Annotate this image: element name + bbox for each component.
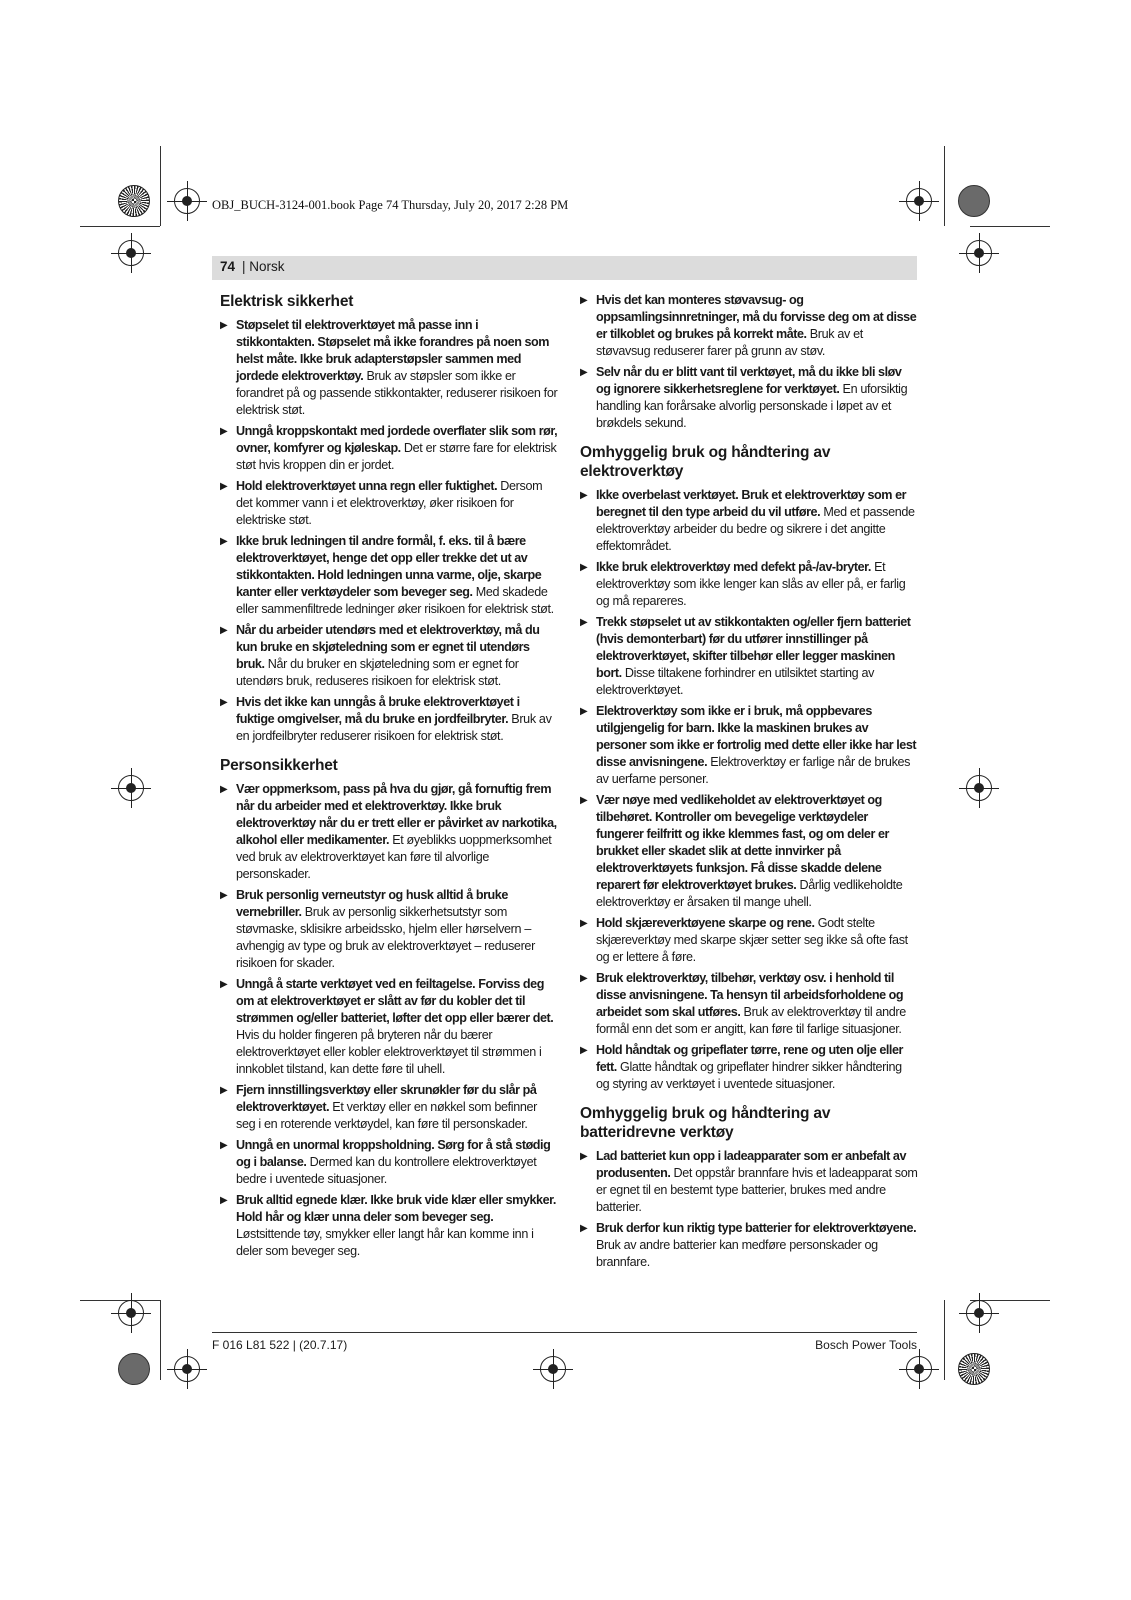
item-explanation: Elektroverktøy er farlige når de brukes av uerfarne personer. [596, 755, 911, 786]
item-instruction: Hold elektroverktøyet unna regn eller fuktighet. [236, 479, 498, 493]
print-header: OBJ_BUCH-3124-001.book Page 74 Thursday, July 20, 2017 2:28 PM [212, 198, 569, 212]
item-explanation: Bruk av andre batterier kan medføre personskader og brannfare. [596, 1238, 878, 1269]
registration-mark-icon [966, 775, 992, 801]
list-item [580, 703, 918, 788]
item-explanation: Løstsittende tøy, smykker eller langt hår kan komme inn i deler som beveger seg. [236, 1227, 534, 1258]
list-item [220, 887, 558, 972]
item-explanation: Dårlig vedlikeholdte elektroverktøy er årsaken til mange uhell. [596, 878, 903, 909]
crop-mark [160, 1300, 161, 1380]
list-item [220, 694, 558, 745]
bullet-arrow-icon: ▶ [580, 490, 588, 501]
bullet-arrow-icon: ▶ [580, 295, 588, 306]
item-explanation: Hvis du holder fingeren på bryteren når du bærer elektroverktøyet eller kobler elektroverktøyet til strømmen i innkoblet tilstand, kan dette føre til uhell. [236, 1028, 542, 1076]
registration-mark-icon [174, 1356, 200, 1382]
item-instruction: Bruk elektroverktøy, tilbehør, verktøy osv. i henhold til disse anvisningene. Ta hensyn til arbeidsforholdene og arbeidet som skal utføres. [596, 971, 904, 1019]
item-instruction: Når du arbeider utendørs med et elektroverktøy, må du kun bruke en skjøteledning som er egnet til utendørs bruk. [236, 623, 540, 671]
bullet-arrow-icon: ▶ [580, 562, 588, 573]
registration-mark-icon [906, 188, 932, 214]
list-item [220, 1137, 558, 1188]
item-instruction: Bruk derfor kun riktig type batterier for elektroverktøyene. [596, 1221, 917, 1235]
registration-solid-circle-icon [118, 1353, 150, 1385]
list-item [220, 533, 558, 618]
item-instruction: Hold skjæreverktøyene skarpe og rene. [596, 916, 815, 930]
item-instruction: Fjern innstillingsverktøy eller skrunøkler før du slår på elektroverktøyet. [236, 1083, 537, 1114]
item-instruction: Hvis det ikke kan unngås å bruke elektroverktøyet i fuktige omgivelser, må du bruke en jordfeilbryter. [236, 695, 520, 726]
list-item [220, 1082, 558, 1133]
list-item [220, 622, 558, 690]
bullet-arrow-icon: ▶ [580, 918, 588, 929]
list-item [220, 976, 558, 1078]
item-instruction: Bruk alltid egnede klær. Ikke bruk vide klær eller smykker. Hold hår og klær unna deler som beveger seg. [236, 1193, 556, 1224]
item-explanation: Bruk av et støvavsug reduserer farer på grunn av støv. [596, 327, 863, 358]
item-explanation: Disse tiltakene forhindrer en utilsiktet starting av elektroverktøyet. [596, 666, 875, 697]
item-instruction: Elektroverktøy som ikke er i bruk, må oppbevares utilgjengelig for barn. Ikke la maskinen brukes av personer som ikke er fortrolig med dette eller ikke har lest disse anvisningene. [596, 704, 917, 769]
item-instruction: Ikke overbelast verktøyet. Bruk et elektroverktøy som er beregnet til den type arbeid du vil utføre. [596, 488, 907, 519]
list-item [580, 487, 918, 555]
item-explanation: Glatte håndtak og gripeflater hindrer sikker håndtering og styring av verktøyet i uventede situasjoner. [596, 1060, 902, 1091]
left-column [220, 292, 558, 1264]
list-item [580, 559, 918, 610]
crop-mark [80, 1300, 160, 1301]
bullet-arrow-icon: ▶ [220, 481, 228, 492]
bullet-arrow-icon: ▶ [580, 706, 588, 717]
registration-starburst-icon [958, 1353, 990, 1385]
list-item [580, 792, 918, 911]
item-instruction: Vær nøye med vedlikeholdet av elektroverktøyet og tilbehøret. Kontroller om bevegelige verktøydeler fungerer feilfritt og ikke klemmes fast, og om deler er brukket eller skadet slik at dette innvirker på elektroverktøyets funksjon. Få disse skadde delene reparert før elektroverktøyet brukes. [596, 793, 889, 892]
crop-mark [944, 1300, 945, 1380]
section-heading: Personsikkerhet [220, 757, 338, 774]
page-header [212, 256, 917, 280]
bullet-arrow-icon: ▶ [580, 617, 588, 628]
crop-mark [970, 226, 1050, 227]
bullet-arrow-icon: ▶ [220, 320, 228, 331]
list-item [220, 781, 558, 883]
bullet-arrow-icon: ▶ [580, 367, 588, 378]
bullet-arrow-icon: ▶ [220, 697, 228, 708]
list-item [580, 970, 918, 1038]
item-instruction: Støpselet til elektroverktøyet må passe inn i stikkontakten. Støpselet må ikke forandres på noen som helst måte. Ikke bruk adapterstøpsler sammen med jordede elektroverktøy. [236, 318, 550, 383]
list-item [220, 317, 558, 419]
bullet-arrow-icon: ▶ [220, 426, 228, 437]
item-instruction: Bruk personlig verneutstyr og husk alltid å bruke vernebriller. [236, 888, 508, 919]
registration-solid-circle-icon [958, 185, 990, 217]
registration-mark-icon [966, 1300, 992, 1326]
footer-document-code: F 016 L81 522 | (20.7.17) [212, 1338, 348, 1352]
item-explanation: Med et passende elektroverktøy arbeider du bedre og sikrere i det angitte effektområdet. [596, 505, 915, 553]
crop-mark [80, 226, 160, 227]
registration-mark-icon [966, 240, 992, 266]
list-item [220, 478, 558, 529]
list-item [580, 364, 918, 432]
footer-brand: Bosch Power Tools [815, 1338, 917, 1352]
section-heading: Elektrisk sikkerhet [220, 293, 354, 310]
bullet-arrow-icon: ▶ [220, 625, 228, 636]
item-instruction: Unngå å starte verktøyet ved en feiltagelse. Forviss deg om at elektroverktøyet er slått av før du kobler det til strømmen og/eller batteriet, løfter det opp eller bærer det. [236, 977, 554, 1025]
item-explanation: Dermed kan du kontrollere elektroverktøyet bedre i uventede situasjoner. [236, 1155, 537, 1186]
page-language-label: Norsk [249, 259, 285, 274]
item-instruction: Lad batteriet kun opp i ladeapparater som er anbefalt av produsenten. [596, 1149, 907, 1180]
bullet-arrow-icon: ▶ [580, 1223, 588, 1234]
right-column [580, 292, 918, 1275]
item-explanation: Bruk av elektroverktøy til andre formål enn det som er angitt, kan føre til farlige situasjoner. [596, 1005, 906, 1036]
bullet-arrow-icon: ▶ [220, 979, 228, 990]
item-instruction: Unngå en unormal kroppsholdning. Sørg for å stå stødig og i balanse. [236, 1138, 551, 1169]
registration-mark-icon [118, 1300, 144, 1326]
item-explanation: Et verktøy eller en nøkkel som befinner seg i en roterende verktøydel, kan føre til personskader. [236, 1100, 538, 1131]
registration-mark-icon [906, 1356, 932, 1382]
page-header-separator: | [242, 259, 250, 274]
list-item [580, 1220, 918, 1271]
item-explanation: Det er større fare for elektrisk støt hvis kroppen din er jordet. [236, 441, 557, 472]
section-heading: Omhyggelig bruk og håndtering av batteridrevne verktøy [580, 1105, 831, 1141]
bullet-arrow-icon: ▶ [580, 1045, 588, 1056]
list-item [580, 1042, 918, 1093]
registration-mark-icon [118, 775, 144, 801]
item-instruction: Ikke bruk elektroverktøy med defekt på-/av-bryter. [596, 560, 871, 574]
registration-mark-icon [174, 188, 200, 214]
item-explanation: En uforsiktig handling kan forårsake alvorlig personskade i løpet av et brøkdels sekund. [596, 382, 908, 430]
item-instruction: Hvis det kan monteres støvavsug- og oppsamlingsinnretninger, må du forvisse deg om at disse er tilkoblet og brukes på korrekt måte. [596, 293, 917, 341]
item-explanation: Dersom det kommer vann i et elektroverktøy, øker risikoen for elektriske støt. [236, 479, 543, 527]
section-heading: Omhyggelig bruk og håndtering av elektroverktøy [580, 444, 831, 480]
bullet-arrow-icon: ▶ [220, 1195, 228, 1206]
item-explanation: Et elektroverktøy som ikke lenger kan slås av eller på, er farlig og må repareres. [596, 560, 906, 608]
list-item [580, 614, 918, 699]
item-explanation: Det oppstår brannfare hvis et ladeapparat som er egnet til en bestemt type batterier, brukes med andre batterier. [596, 1166, 918, 1214]
list-item [220, 423, 558, 474]
crop-mark [160, 146, 161, 226]
item-instruction: Unngå kroppskontakt med jordede overflater slik som rør, ovner, komfyrer og kjøleskap. [236, 424, 558, 455]
item-explanation: Bruk av personlig sikkerhetsutstyr som støvmaske, sklisikre arbeidssko, hjelm eller hørselvern – avhengig av type og bruk av elektroverktøyet – reduserer risikoen for skader. [236, 905, 535, 970]
registration-mark-icon [540, 1356, 566, 1382]
registration-starburst-icon [118, 185, 150, 217]
list-item [580, 292, 918, 360]
bullet-arrow-icon: ▶ [220, 890, 228, 901]
item-instruction: Selv når du er blitt vant til verktøyet, må du ikke bli sløv og ignorere sikkerhetsreglene for verktøyet. [596, 365, 902, 396]
bullet-arrow-icon: ▶ [220, 536, 228, 547]
bullet-arrow-icon: ▶ [220, 784, 228, 795]
bullet-arrow-icon: ▶ [220, 1085, 228, 1096]
item-instruction: Vær oppmerksom, pass på hva du gjør, gå fornuftig frem når du arbeider med et elektroverktøy. Ikke bruk elektroverktøy når du er trett eller er påvirket av narkotika, alkohol eller medikamenter. [236, 782, 557, 847]
bullet-arrow-icon: ▶ [580, 973, 588, 984]
page-number: 74 [220, 259, 236, 274]
bullet-arrow-icon: ▶ [580, 1151, 588, 1162]
registration-mark-icon [118, 240, 144, 266]
footer-rule [212, 1332, 917, 1333]
item-instruction: Trekk støpselet ut av stikkontakten og/eller fjern batteriet (hvis demonterbart) før du utfører innstillinger på elektroverktøyet, skifter tilbehør eller legger maskinen bort. [596, 615, 911, 680]
item-explanation: Når du bruker en skjøteledning som er egnet for utendørs bruk, reduseres risikoen for elektrisk støt. [236, 657, 519, 688]
item-instruction: Ikke bruk ledningen til andre formål, f. eks. til å bære elektroverktøyet, henge det opp eller trekke det ut av stikkontakten. Hold ledningen unna varme, olje, skarpe kanter eller verktøydeler som beveger seg. [236, 534, 542, 599]
crop-mark [944, 146, 945, 226]
item-explanation: Bruk av en jordfeilbryter reduserer risikoen for elektrisk støt. [236, 712, 552, 743]
list-item [580, 915, 918, 966]
item-explanation: Et øyeblikks uoppmerksomhet ved bruk av elektroverktøyet kan føre til alvorlige personskader. [236, 833, 552, 881]
page-language [242, 259, 285, 274]
list-item [220, 1192, 558, 1260]
item-explanation: Med skadede eller sammenfiltrede ledninger øker risikoen for elektrisk støt. [236, 585, 554, 616]
bullet-arrow-icon: ▶ [580, 795, 588, 806]
item-instruction: Hold håndtak og gripeflater tørre, rene og uten olje eller fett. [596, 1043, 903, 1074]
item-explanation: Bruk av støpsler som ikke er forandret på og passende stikkontakter, reduserer risikoen for elektrisk støt. [236, 369, 558, 417]
item-explanation: Godt stelte skjæreverktøy med skarpe skjær setter seg ikke så ofte fast og er lettere å føre. [596, 916, 908, 964]
bullet-arrow-icon: ▶ [220, 1140, 228, 1151]
list-item [580, 1148, 918, 1216]
